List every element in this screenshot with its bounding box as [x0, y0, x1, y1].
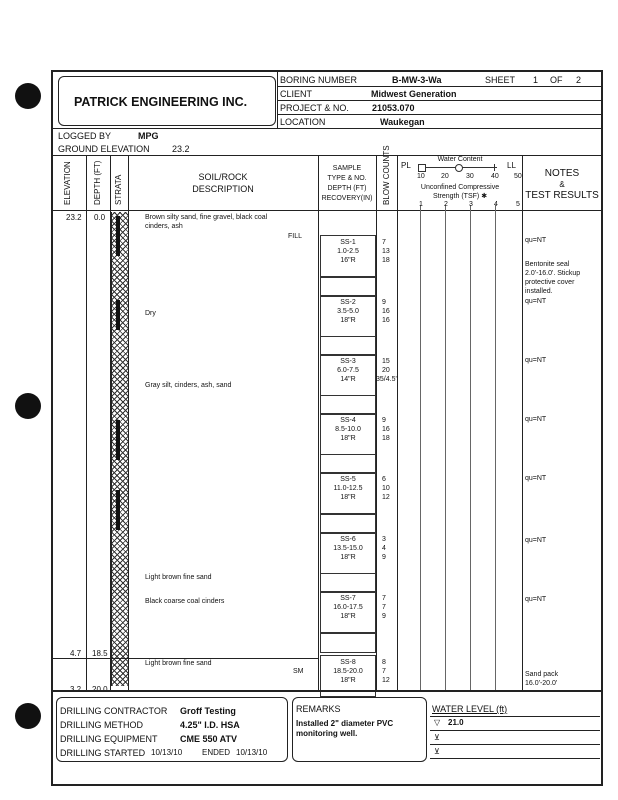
company-name: PATRICK ENGINEERING INC. [74, 95, 248, 109]
sample-4: SS-4 8.5-10.0 18"R [335, 417, 361, 442]
note-sand-pack: Sand pack 16.0'-20.0' [525, 671, 559, 687]
equipment-label: DRILLING EQUIPMENT [60, 734, 158, 744]
sample-header: SAMPLE TYPE & NO. DEPTH (FT) RECOVERY(IN) [321, 165, 373, 202]
sample-2: SS-2 3.5-5.0 18"R [337, 299, 359, 324]
blow-counts-8: 8 7 12 [382, 659, 390, 684]
remarks-label: REMARKS [296, 704, 341, 714]
water-level-1: 21.0 [448, 718, 464, 727]
started-label: DRILLING STARTED [60, 748, 146, 758]
note-qu-6: qu=NT [525, 537, 547, 544]
description-5: Black coarse coal cinders [145, 598, 225, 605]
project-no: 21053.070 [372, 103, 415, 113]
ucs-label: Unconfined Compressive Strength (TSF) ✱ [420, 184, 500, 200]
blow-counts-6: 3 4 9 [382, 536, 386, 561]
sample-8: SS-8 18.5-20.0 18"R [333, 659, 363, 684]
location-label: LOCATION [280, 117, 326, 127]
blow-counts-5: 6 10 12 [382, 476, 390, 501]
blow-counts-3: 15 20 35/4.5" [376, 358, 398, 383]
ll-label: LL [507, 161, 516, 170]
description-3: Gray silt, cinders, ash, sand [145, 382, 232, 389]
sample-1: SS-1 1.0-2.5 16"R [337, 239, 359, 264]
fill-label: FILL [288, 233, 303, 240]
sample-3: SS-3 6.0-7.5 14"R [337, 358, 359, 383]
elevation-mid: 4.7 [70, 649, 82, 658]
note-bentonite: Bentonite seal 2.0'-16.0'. Stickup protective cover installed. [525, 261, 581, 295]
blow-counts-header: BLOW COUNTS [382, 145, 391, 205]
note-qu-5: qu=NT [525, 475, 547, 482]
water-content-label: Water Content [437, 156, 483, 163]
elevation-header: ELEVATION [63, 161, 72, 205]
method: 4.25" I.D. HSA [180, 720, 240, 730]
note-qu-4: qu=NT [525, 416, 547, 423]
location: Waukegan [380, 117, 425, 127]
ground-elevation: 23.2 [172, 144, 190, 154]
ground-elevation-label: GROUND ELEVATION [58, 144, 150, 154]
of-label: OF [550, 75, 563, 85]
description-6: Light brown fine sand [145, 660, 212, 667]
note-qu-3: qu=NT [525, 357, 547, 364]
sample-5: SS-5 11.0-12.5 18"R [333, 476, 363, 501]
sm-label: SM [293, 668, 304, 675]
boring-number: B-MW-3-Wa [392, 75, 442, 85]
blow-counts-7: 7 7 9 [382, 595, 386, 620]
depth-header: DEPTH (FT) [93, 160, 102, 205]
blow-counts-2: 9 16 16 [382, 299, 390, 324]
water-level-label: WATER LEVEL (ft) [432, 704, 508, 714]
started: 10/13/10 [151, 748, 183, 757]
elevation-top: 23.2 [66, 213, 82, 222]
water-level-symbol-2: ⊻ [434, 733, 440, 742]
logged-by-label: LOGGED BY [58, 131, 112, 141]
blow-counts-1: 7 13 18 [382, 239, 390, 264]
water-level-symbol-3: ⊻ [434, 747, 440, 756]
sheet-total: 2 [576, 75, 582, 85]
note-qu-1: qu=NT [525, 237, 547, 244]
sheet-no: 1 [533, 75, 539, 85]
depth-mid: 18.5 [92, 649, 108, 658]
description-4: Light brown fine sand [145, 574, 212, 581]
boring-number-label: BORING NUMBER [280, 75, 358, 85]
punch-hole [15, 83, 41, 109]
remarks: Installed 2" diameter PVC monitoring well. [296, 719, 394, 738]
equipment: CME 550 ATV [180, 734, 238, 744]
notes-header: NOTES & TEST RESULTS [525, 168, 599, 201]
strata-hatch [111, 212, 129, 686]
pl-label: PL [401, 161, 411, 170]
note-qu-2: qu=NT [525, 298, 547, 305]
client: Midwest Generation [371, 89, 457, 99]
depth-top: 0.0 [94, 213, 106, 222]
note-qu-7: qu=NT [525, 596, 547, 603]
contractor: Groff Testing [180, 706, 236, 716]
punch-hole [15, 703, 41, 729]
logged-by: MPG [138, 131, 159, 141]
sample-6: SS-6 13.5-15.0 18"R [333, 536, 363, 561]
sample-7: SS-7 16.0-17.5 18"R [333, 595, 363, 620]
method-label: DRILLING METHOD [60, 720, 144, 730]
sheet-label: SHEET [485, 75, 516, 85]
description-2: Dry [145, 310, 156, 317]
soil-desc-header: SOIL/ROCK DESCRIPTION [192, 172, 254, 194]
strata-header: STRATA [114, 174, 123, 205]
ended: 10/13/10 [236, 748, 268, 757]
water-level-symbol-1: ▽ [434, 718, 441, 727]
description-1: Brown silty sand, fine gravel, black coal cinders, ash [145, 214, 268, 230]
client-label: CLIENT [280, 89, 313, 99]
contractor-label: DRILLING CONTRACTOR [60, 706, 168, 716]
ended-label: ENDED [202, 748, 231, 757]
punch-hole [15, 393, 41, 419]
blow-counts-4: 9 16 18 [382, 417, 390, 442]
project-label: PROJECT & NO. [280, 103, 349, 113]
